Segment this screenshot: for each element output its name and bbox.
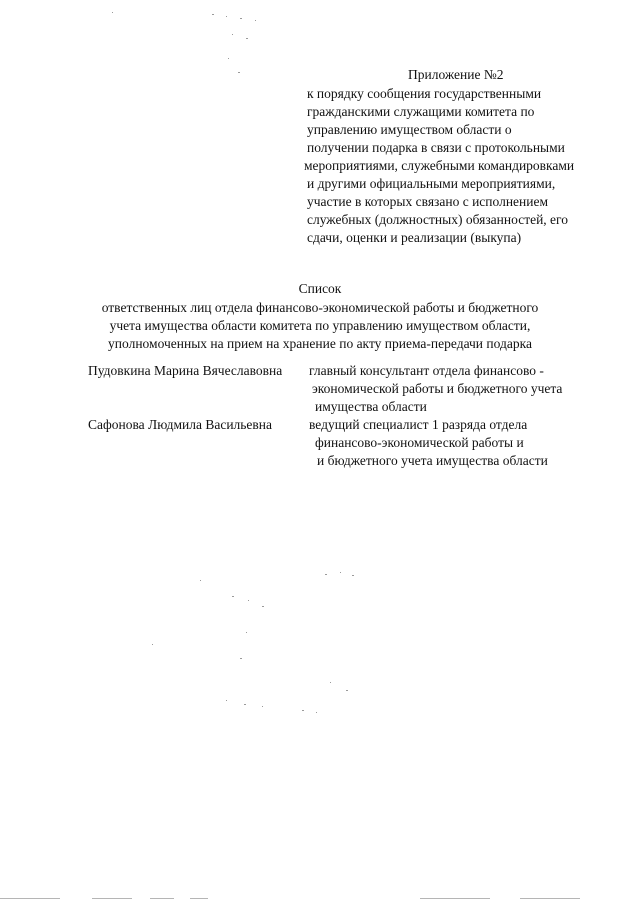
position-line: и бюджетного учета имущества области <box>317 453 548 468</box>
annex-line: сдачи, оценки и реализации (выкупа) <box>307 230 522 245</box>
annex-line: получении подарка в связи с протокольными <box>307 140 565 155</box>
person-name: Сафонова Людмила Васильевна <box>88 417 273 432</box>
position-line: имущества области <box>315 399 427 414</box>
annex-line: гражданскими служащими комитета по <box>307 104 535 119</box>
person-entry <box>88 362 608 416</box>
list-header <box>0 280 640 353</box>
position-line: финансово-экономической работы и <box>315 435 524 450</box>
annex-line: к порядку сообщения государственными <box>307 86 542 101</box>
list-subtitle-line: ответственных лиц отдела финансово-экономической работы и бюджетного <box>101 300 539 315</box>
annex-line: участие в которых связано с исполнением <box>307 194 549 209</box>
list-subtitle-line: учета имущества области комитета по управлению имуществом области, <box>109 318 531 333</box>
person-name: Пудовкина Марина Вячеславовна <box>88 363 283 378</box>
person-entry <box>88 416 608 470</box>
position-line: ведущий специалист 1 разряда отдела <box>309 417 528 432</box>
annex-line: мероприятиями, служебными командировками <box>304 158 575 173</box>
position-line: главный консультант отдела финансово - <box>309 363 544 378</box>
person-position <box>309 416 608 470</box>
list-heading: Список <box>298 281 342 296</box>
position-line: экономической работы и бюджетного учета <box>312 381 563 396</box>
annex-header <box>300 66 620 247</box>
annex-line: служебных (должностных) обязанностей, его <box>307 212 569 227</box>
annex-line: и другими официальными мероприятиями, <box>307 176 556 191</box>
annex-title: Приложение №2 <box>408 67 504 82</box>
persons-list <box>88 362 608 470</box>
annex-line: управлению имуществом области о <box>307 122 512 137</box>
person-position <box>309 362 608 416</box>
list-subtitle-line: уполномоченных на прием на хранение по акту приема-передачи подарка <box>108 336 532 351</box>
